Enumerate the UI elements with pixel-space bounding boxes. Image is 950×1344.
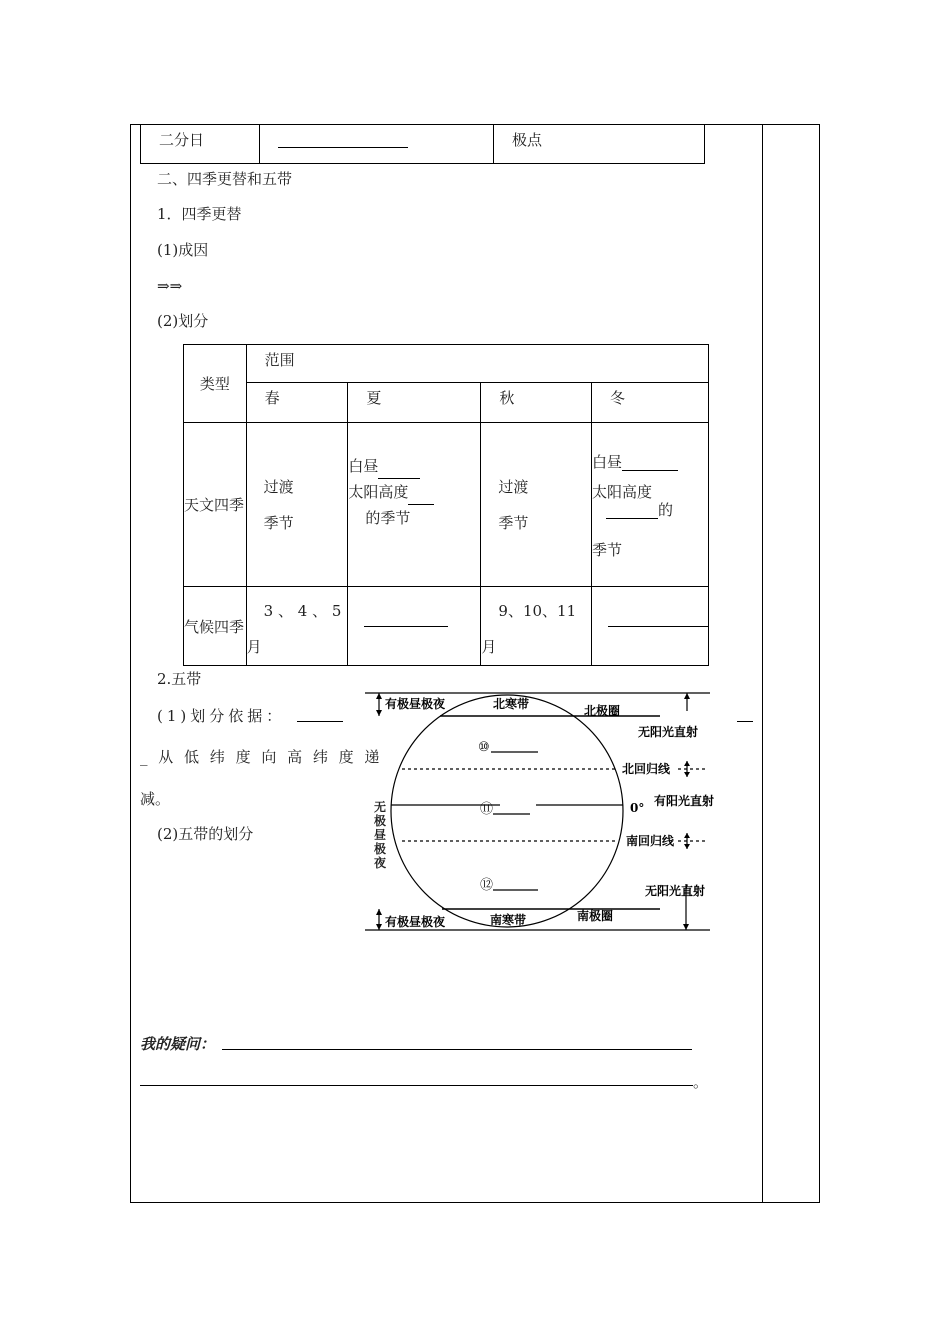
polar-bottom-label: 有极昼极夜	[385, 915, 446, 929]
arctic-circle-label: 北极圈	[584, 704, 621, 718]
of-season: 的季节	[365, 509, 411, 527]
sun-height-label: 太阳高度	[592, 483, 653, 501]
divide-label: (2)划分	[157, 312, 209, 330]
month-word: 月	[481, 638, 497, 656]
transition-word: 过渡	[263, 477, 294, 496]
no-polar-label: 无极昼极夜	[374, 800, 387, 870]
tropic-north-label: 北回归线	[622, 762, 671, 776]
blank-line	[606, 504, 658, 519]
pole-cell: 极点	[494, 125, 705, 164]
blank-line	[737, 721, 753, 722]
basis-line2: _ 从 低 纬 度 向 高 纬 度 递	[140, 748, 383, 766]
frame-divider	[762, 124, 763, 1203]
basis-label: (1)划分依据：	[157, 707, 286, 725]
no-sun-bottom-label: 无阳光直射	[645, 884, 706, 898]
astro-winter-cell	[592, 423, 709, 587]
sub2-title: 2.五带	[157, 670, 202, 688]
no-sun-top-label: 无阳光直射	[638, 725, 699, 739]
season-word: 季节	[263, 513, 294, 532]
spring-months: 3 、 4 、 5	[263, 602, 342, 620]
climate-autumn-cell	[481, 587, 592, 666]
top-row-table	[140, 124, 705, 164]
zones-label: (2)五带的划分	[157, 825, 254, 843]
north-frigid-label: 北寒带	[493, 697, 530, 711]
climate-winter-cell	[592, 587, 709, 666]
basis-line3: 减。	[140, 790, 171, 808]
has-sun-label: 有阳光直射	[654, 794, 715, 808]
spring-header: 春	[246, 383, 348, 423]
climate-spring-cell	[246, 587, 348, 666]
frame-right	[819, 124, 820, 1203]
autumn-months: 9、10、11	[498, 602, 577, 620]
mark-11: ⑪	[480, 802, 494, 817]
summer-header: 夏	[348, 383, 481, 423]
polar-top-label: 有极昼极夜	[385, 697, 446, 711]
frame-left	[130, 124, 131, 1203]
question-line-2	[140, 1085, 693, 1086]
mark-12: ⑫	[480, 878, 494, 893]
south-frigid-label: 南寒带	[490, 913, 527, 927]
equinox-blank-cell	[260, 125, 494, 164]
type-header: 类型	[184, 345, 247, 423]
astro-label: 天文四季	[184, 423, 247, 587]
season-table	[183, 344, 709, 666]
frame-bottom	[130, 1202, 820, 1203]
season-word: 季节	[498, 513, 529, 532]
question-label: 我的疑问：	[140, 1035, 216, 1053]
sub1-title: 1．四季更替	[157, 205, 242, 223]
sun-height-label: 太阳高度	[348, 483, 409, 501]
section2-title: 二、四季更替和五带	[157, 170, 293, 188]
blank-line	[364, 625, 448, 627]
equinox-cell: 二分日	[141, 125, 260, 164]
globe-circle	[391, 695, 623, 927]
transition-word: 过渡	[498, 477, 529, 496]
cause-label: (1)成因	[157, 241, 209, 259]
blank-line	[622, 456, 678, 471]
blank-line	[408, 490, 434, 505]
winter-header: 冬	[592, 383, 709, 423]
month-word: 月	[246, 638, 262, 656]
blank-line	[608, 625, 708, 627]
astro-spring-cell	[246, 423, 348, 587]
autumn-header: 秋	[481, 383, 592, 423]
climate-label: 气候四季	[184, 587, 247, 666]
blank-line	[278, 137, 408, 148]
range-header: 范围	[246, 345, 708, 383]
end-mark: 。	[693, 1073, 709, 1091]
astro-summer-cell	[348, 423, 481, 587]
antarctic-circle-label: 南极圈	[577, 909, 614, 923]
day-prefix: 白昼	[592, 453, 623, 471]
mark-10: ⑩	[478, 740, 490, 755]
astro-autumn-cell	[481, 423, 592, 587]
day-prefix: 白昼	[348, 457, 379, 475]
climate-summer-cell	[348, 587, 481, 666]
cause-arrows: ⇒⇒	[157, 277, 183, 295]
tropic-south-label: 南回归线	[626, 834, 675, 848]
of-label: 的	[658, 501, 674, 519]
winter-season-label: 季节	[592, 541, 623, 559]
equator-label: 0°	[630, 801, 645, 815]
blank-line	[297, 721, 343, 722]
blank-line	[378, 464, 420, 479]
question-line-1	[222, 1049, 692, 1050]
five-zones-diagram	[360, 685, 720, 940]
